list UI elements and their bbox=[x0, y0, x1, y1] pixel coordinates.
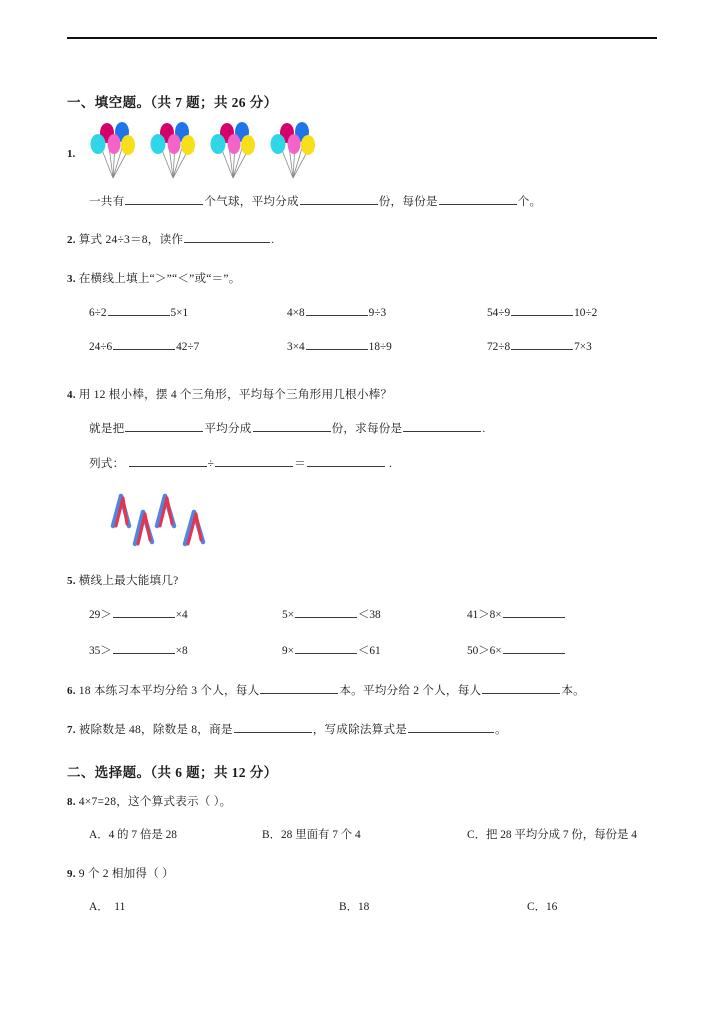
q4-formula-op2: ＝ bbox=[294, 456, 306, 470]
question-4-line-2 bbox=[67, 419, 667, 439]
q3-left: 6÷2 bbox=[89, 306, 107, 319]
question-8-prompt: 4×7=28，这个算式表示（ ）。 bbox=[78, 794, 232, 808]
q4-formula-op1: ÷ bbox=[207, 456, 215, 470]
q3-left: 72÷8 bbox=[487, 340, 511, 353]
question-1-text bbox=[67, 192, 667, 212]
q5-item bbox=[467, 605, 566, 622]
question-2 bbox=[67, 230, 667, 250]
question-4-number: 4. bbox=[67, 388, 76, 401]
q2-blank-reading[interactable] bbox=[184, 230, 270, 243]
q4-blank-parts[interactable] bbox=[253, 419, 331, 432]
q5-item bbox=[89, 641, 188, 658]
question-1-number: 1. bbox=[67, 147, 76, 160]
q1-part-1: 一共有 bbox=[89, 194, 125, 208]
q2-part-1: 算式 24÷3＝8，读作 bbox=[78, 233, 184, 247]
q4-part-2: 平均分成 bbox=[204, 422, 252, 436]
q4-formula-divisor[interactable] bbox=[215, 454, 293, 467]
question-9-prompt: 9 个 2 相加得（ ） bbox=[78, 867, 174, 881]
q7-blank-equation[interactable] bbox=[408, 720, 494, 733]
q1-part-3: 份，每份是 bbox=[378, 194, 438, 208]
question-3-number: 3. bbox=[67, 272, 76, 285]
q5-pre: 41＞8× bbox=[467, 609, 502, 622]
question-5-prompt: 横线上最大能填几? bbox=[78, 573, 179, 587]
q4-part-1: 就是把 bbox=[89, 422, 125, 436]
q5-blank[interactable] bbox=[503, 605, 565, 618]
q3-left: 4×8 bbox=[287, 306, 305, 319]
q5-post: ＜38 bbox=[358, 609, 381, 622]
q1-part-4: 个。 bbox=[517, 194, 542, 208]
q1-blank-each[interactable] bbox=[439, 192, 517, 205]
q3-item bbox=[487, 337, 592, 353]
question-5 bbox=[67, 571, 667, 591]
q6-part-3: 本。 bbox=[561, 684, 585, 698]
question-3-row-2 bbox=[67, 337, 667, 363]
q8-choice-c[interactable]: C．把 28 平均分成 7 份，每份是 4 bbox=[467, 829, 637, 842]
header-rule bbox=[67, 37, 657, 39]
question-3 bbox=[67, 269, 667, 289]
q3-item bbox=[287, 303, 386, 319]
q4-blank-each[interactable] bbox=[403, 419, 481, 432]
q3-left: 54÷9 bbox=[487, 306, 511, 319]
q9-choice-b[interactable]: B．18 bbox=[339, 901, 370, 914]
q7-blank-quotient[interactable] bbox=[234, 720, 312, 733]
q3-right: 10÷2 bbox=[574, 306, 598, 319]
question-8-choices bbox=[67, 826, 667, 850]
q4-formula-dividend[interactable] bbox=[129, 454, 207, 467]
q4-formula-label: 列式： bbox=[89, 456, 125, 470]
balloon-bunch bbox=[149, 120, 201, 182]
q5-item bbox=[89, 605, 188, 622]
question-3-prompt: 在横线上填上“＞”“＜”或“＝”。 bbox=[78, 271, 241, 285]
question-2-number: 2. bbox=[67, 234, 76, 247]
q3-blank[interactable] bbox=[511, 303, 573, 316]
balloon-bunch bbox=[269, 120, 321, 182]
q3-left: 3×4 bbox=[287, 340, 305, 353]
q5-post: ×4 bbox=[175, 609, 188, 622]
question-1-figure bbox=[67, 120, 667, 182]
question-8-number: 8. bbox=[67, 795, 76, 808]
q2-part-2: . bbox=[271, 233, 275, 247]
q7-part-2: ，写成除法算式是 bbox=[312, 722, 408, 736]
q4-part-3: 份，求每份是 bbox=[331, 422, 403, 436]
q9-choice-a[interactable]: A． 11 bbox=[89, 901, 126, 914]
q5-item bbox=[282, 605, 381, 622]
q6-part-2: 本。平均分给 2 个人，每人 bbox=[339, 684, 482, 698]
question-4-prompt: 用 12 根小棒，摆 4 个三角形，平均每个三角形用几根小棒？ bbox=[78, 387, 393, 401]
q5-blank[interactable] bbox=[295, 605, 357, 618]
q5-blank[interactable] bbox=[113, 641, 175, 654]
question-8 bbox=[67, 792, 667, 812]
q5-blank[interactable] bbox=[503, 641, 565, 654]
q3-item bbox=[89, 303, 188, 319]
question-4-line-3 bbox=[67, 454, 667, 474]
question-6 bbox=[67, 681, 667, 701]
q6-blank-two[interactable] bbox=[482, 681, 560, 694]
q5-pre: 29＞ bbox=[89, 609, 112, 622]
q5-pre: 50＞6× bbox=[467, 645, 502, 658]
q4-formula-end: . bbox=[388, 456, 393, 470]
q3-blank[interactable] bbox=[306, 303, 368, 316]
q8-choice-b[interactable]: B．28 里面有 7 个 4 bbox=[262, 829, 361, 842]
q5-pre: 5× bbox=[282, 609, 295, 622]
question-9-number: 9. bbox=[67, 868, 76, 881]
q5-item bbox=[467, 641, 566, 658]
balloon-bunch bbox=[89, 120, 141, 182]
question-6-number: 6. bbox=[67, 685, 76, 698]
q3-item bbox=[89, 337, 199, 353]
q3-item bbox=[487, 303, 597, 319]
stick-triangles-figure bbox=[105, 490, 225, 552]
section-heading-multiple-choice: 二、选择题。（共 6 题；共 12 分） bbox=[67, 765, 278, 781]
q5-post: ＜61 bbox=[358, 645, 381, 658]
question-9-choices bbox=[67, 898, 667, 922]
q7-part-1: 被除数是 48，除数是 8，商是 bbox=[78, 722, 233, 736]
question-5-row-2 bbox=[67, 641, 667, 667]
q3-blank[interactable] bbox=[306, 337, 368, 350]
q9-choice-c[interactable]: C．16 bbox=[527, 901, 558, 914]
q8-choice-a[interactable]: A．4 的 7 倍是 28 bbox=[89, 829, 177, 842]
q5-blank[interactable] bbox=[295, 641, 357, 654]
q5-pre: 9× bbox=[282, 645, 295, 658]
worksheet-content bbox=[67, 92, 667, 922]
q3-right: 7×3 bbox=[574, 340, 592, 353]
question-7 bbox=[67, 720, 667, 740]
q4-formula-result[interactable] bbox=[307, 454, 385, 467]
q3-right: 18÷9 bbox=[368, 340, 392, 353]
q4-blank-total[interactable] bbox=[125, 419, 203, 432]
question-9 bbox=[67, 864, 667, 884]
q5-pre: 35＞ bbox=[89, 645, 112, 658]
q1-part-2: 个气球，平均分成 bbox=[204, 194, 299, 208]
question-7-number: 7. bbox=[67, 723, 76, 736]
question-5-number: 5. bbox=[67, 574, 76, 587]
q7-part-3: 。 bbox=[495, 722, 507, 736]
q3-left: 24÷6 bbox=[89, 340, 113, 353]
q3-blank[interactable] bbox=[113, 337, 175, 350]
q5-blank[interactable] bbox=[113, 605, 175, 618]
q3-right: 9÷3 bbox=[368, 306, 387, 319]
q3-blank[interactable] bbox=[511, 337, 573, 350]
q5-post: ×8 bbox=[175, 645, 188, 658]
q4-part-4: . bbox=[482, 422, 486, 436]
q5-item bbox=[282, 641, 381, 658]
q3-right: 42÷7 bbox=[176, 340, 200, 353]
question-4-figure bbox=[67, 490, 667, 557]
question-4 bbox=[67, 385, 667, 405]
question-5-row-1 bbox=[67, 605, 667, 631]
q3-item bbox=[287, 337, 392, 353]
balloon-bunch bbox=[209, 120, 261, 182]
q1-blank-groups[interactable] bbox=[300, 192, 378, 205]
q3-blank[interactable] bbox=[108, 303, 170, 316]
q3-right: 5×1 bbox=[170, 306, 189, 319]
section-heading-fill-in-blank: 一、填空题。（共 7 题；共 26 分） bbox=[67, 95, 278, 110]
q6-part-1: 18 本练习本平均分给 3 个人，每人 bbox=[78, 684, 260, 698]
q1-blank-total[interactable] bbox=[125, 192, 203, 205]
question-3-row-1 bbox=[67, 303, 667, 329]
q6-blank-three[interactable] bbox=[260, 681, 338, 694]
